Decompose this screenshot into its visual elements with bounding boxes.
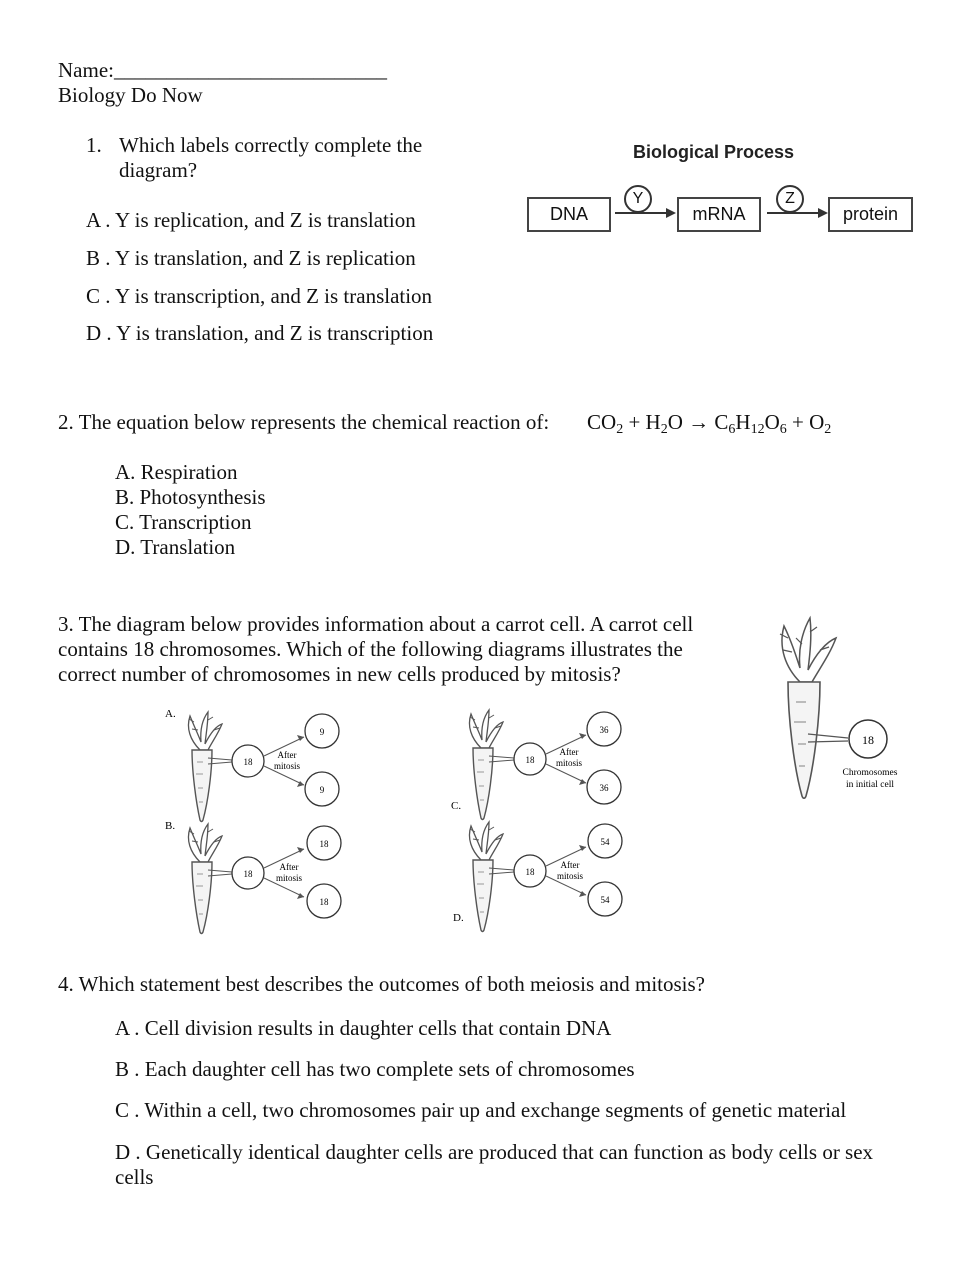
q4-prompt: 4. Which statement best describes the outcomes of both meiosis and mitosis? [58, 972, 705, 996]
option-b-after2: mitosis [275, 873, 303, 883]
option-b-bottom: 18 [319, 897, 329, 907]
main-cell-caption2: in initial cell [845, 780, 895, 790]
option-a-initial: 18 [243, 757, 253, 767]
option-d-after1: After [560, 860, 580, 870]
dna-box: DNA [527, 197, 611, 232]
main-cell-caption1: Chromosomes [842, 768, 898, 778]
option-a-diagram[interactable] [165, 708, 339, 822]
q3-text-line3: correct number of chromosomes in new cells produced by mitosis? [58, 662, 621, 686]
q2-choice-b[interactable]: B. Photosynthesis [115, 485, 266, 509]
option-d-top: 54 [600, 837, 610, 847]
option-a-after1: After [277, 750, 297, 760]
q2-prompt: 2. The equation below represents the chemical reaction of: [58, 410, 550, 434]
option-c-top: 36 [599, 725, 609, 735]
option-a-letter: A. [165, 708, 176, 720]
worksheet-title: Biology Do Now [58, 83, 203, 107]
main-cell-value: 18 [862, 733, 874, 747]
q1-choice-b[interactable]: B . Y is translation, and Z is replication [86, 246, 416, 270]
option-d-diagram[interactable] [453, 822, 622, 932]
option-a-after2: mitosis [273, 761, 301, 771]
q2-choice-c[interactable]: C. Transcription [115, 510, 252, 534]
main-carrot-icon [780, 618, 836, 798]
q1-choice-c[interactable]: C . Y is transcription, and Z is translation [86, 284, 433, 308]
option-c-after2: mitosis [555, 758, 583, 768]
q3-text-line1: 3. The diagram below provides information about a carrot cell. A carrot cell [58, 612, 694, 636]
option-d-after2: mitosis [556, 871, 584, 881]
option-d-letter: D. [453, 912, 464, 924]
z-circle: Z [776, 185, 804, 213]
diagram-title: Biological Process [633, 142, 795, 162]
option-c-initial: 18 [525, 755, 535, 765]
q4-choice-b[interactable]: B . Each daughter cell has two complete sets of chromosomes [115, 1057, 635, 1081]
option-a-carrot-icon [188, 712, 222, 822]
q1-text-line2: diagram? [119, 158, 198, 182]
mrna-box: mRNA [677, 197, 761, 232]
name-line[interactable]: Name:__________________________ [58, 58, 387, 82]
option-c-bottom: 36 [599, 783, 609, 793]
q2-equation: CO2 + H2O → C6H12O6 + O2 [587, 410, 832, 437]
q2-choice-a[interactable]: A. Respiration [115, 460, 238, 484]
option-b-diagram[interactable] [165, 820, 341, 934]
q4-choice-d-continued: cells [115, 1165, 154, 1189]
option-a-top: 9 [319, 727, 325, 737]
q2-choice-d[interactable]: D. Translation [115, 535, 236, 559]
q1-choice-a[interactable]: A . Y is replication, and Z is translation [86, 208, 416, 232]
main-carrot-diagram [780, 618, 898, 798]
option-c-after1: After [559, 747, 579, 757]
option-d-carrot-icon [469, 822, 503, 932]
q1-choice-d[interactable]: D . Y is translation, and Z is transcription [86, 321, 434, 345]
option-b-initial: 18 [243, 869, 253, 879]
option-d-bottom: 54 [600, 895, 610, 905]
y-circle: Y [624, 185, 652, 213]
option-a-bottom: 9 [319, 785, 325, 795]
q4-choice-c[interactable]: C . Within a cell, two chromosomes pair up and exchange segments of genetic material [115, 1098, 847, 1122]
protein-box: protein [828, 197, 913, 232]
option-c-letter: C. [451, 800, 462, 812]
option-c-carrot-icon [469, 710, 503, 820]
option-b-letter: B. [165, 820, 176, 832]
option-c-diagram[interactable] [451, 710, 621, 820]
q1-number: 1. [86, 133, 102, 157]
q1-text-line1: Which labels correctly complete the [119, 133, 423, 157]
q4-choice-a[interactable]: A . Cell division results in daughter cells that contain DNA [115, 1016, 612, 1040]
q3-text-line2: contains 18 chromosomes. Which of the following diagrams illustrates the [58, 637, 683, 661]
option-b-after1: After [279, 862, 299, 872]
q4-choice-d[interactable]: D . Genetically identical daughter cells are produced that can function as body cells or sex [115, 1140, 874, 1164]
option-d-initial: 18 [525, 867, 535, 877]
option-b-carrot-icon [188, 824, 222, 934]
option-b-top: 18 [319, 839, 329, 849]
